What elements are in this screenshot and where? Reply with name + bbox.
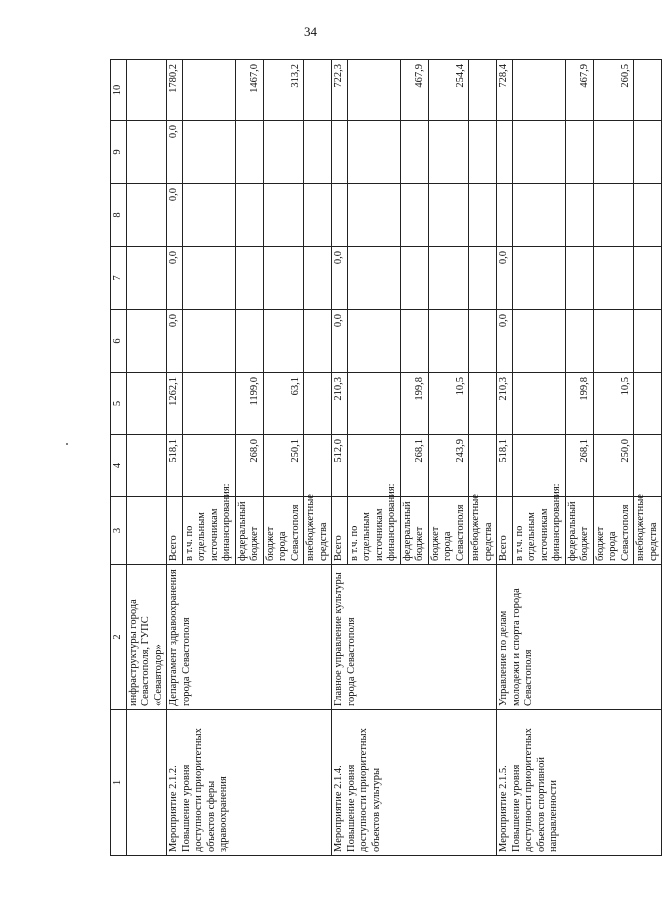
table-body: [126, 60, 662, 856]
funding-source-label: внебюджетные средства: [304, 497, 332, 565]
value-cell-c7: [512, 247, 565, 310]
value-cell-c4: 518,1: [497, 435, 513, 497]
value-cell-c5: 199,8: [400, 373, 428, 435]
value-cell-c7: [593, 247, 634, 310]
value-cell-c6: 0,0: [497, 310, 513, 373]
value-cell-c6: [565, 310, 593, 373]
carry-cell: [126, 310, 167, 373]
value-cell-c4: [634, 435, 662, 497]
value-cell-c7: [400, 247, 428, 310]
value-cell-c10: 728,4: [497, 60, 513, 121]
value-cell-c10: 254,4: [428, 60, 469, 121]
funding-source-label: Всего: [332, 497, 348, 565]
value-cell-c6: [304, 310, 332, 373]
value-cell-c6: [263, 310, 304, 373]
value-cell-c7: [428, 247, 469, 310]
value-cell-c8: [593, 184, 634, 247]
value-cell-c8: [304, 184, 332, 247]
value-cell-c9: [332, 121, 348, 184]
header-row: [111, 60, 127, 856]
carry-cell: [126, 497, 167, 565]
funding-source-label: Всего: [497, 497, 513, 565]
value-cell-c8: [182, 184, 235, 247]
value-cell-c10: [304, 60, 332, 121]
value-cell-c5: 199,8: [565, 373, 593, 435]
funding-source-label: внебюджетные средства: [469, 497, 497, 565]
header-cell: 9: [111, 121, 127, 184]
funding-source-label: бюджет города Севастополя: [428, 497, 469, 565]
value-cell-c4: 250,1: [263, 435, 304, 497]
header-cell: 1: [111, 710, 127, 856]
value-cell-c9: [565, 121, 593, 184]
value-cell-c6: [469, 310, 497, 373]
value-cell-c5: 210,3: [497, 373, 513, 435]
value-cell-c6: 0,0: [332, 310, 348, 373]
funding-source-label: Всего: [167, 497, 183, 565]
value-cell-c10: [634, 60, 662, 121]
header-cell: 4: [111, 435, 127, 497]
value-cell-c7: 0,0: [332, 247, 348, 310]
value-cell-c5: [512, 373, 565, 435]
header-cell: 2: [111, 565, 127, 710]
value-cell-c10: 260,5: [593, 60, 634, 121]
value-cell-c9: [347, 121, 400, 184]
value-cell-c5: [304, 373, 332, 435]
table-row: [497, 60, 513, 856]
funding-source-label: в т.ч. по отдельным источникам финансирования:: [512, 497, 565, 565]
value-cell-c7: [235, 247, 263, 310]
value-cell-c10: 467,9: [400, 60, 428, 121]
responsible-executor: Главное управление культуры города Севастополя: [332, 565, 497, 710]
value-cell-c5: [182, 373, 235, 435]
rotated-table-wrapper: [110, 60, 659, 856]
value-cell-c6: [235, 310, 263, 373]
value-cell-c10: [347, 60, 400, 121]
value-cell-c4: [469, 435, 497, 497]
header-cell: 3: [111, 497, 127, 565]
value-cell-c6: [347, 310, 400, 373]
value-cell-c7: [469, 247, 497, 310]
header-cell: 6: [111, 310, 127, 373]
value-cell-c9: [593, 121, 634, 184]
funding-source-label: федеральный бюджет: [565, 497, 593, 565]
funding-source-label: внебюджетные средства: [634, 497, 662, 565]
funding-source-label: федеральный бюджет: [235, 497, 263, 565]
value-cell-c10: 313,2: [263, 60, 304, 121]
value-cell-c5: [469, 373, 497, 435]
value-cell-c9: 0,0: [167, 121, 183, 184]
value-cell-c10: 722,3: [332, 60, 348, 121]
value-cell-c8: [428, 184, 469, 247]
measure-name: Мероприятие 2.1.2. Повышение уровня доступности приоритетных объектов сферы здравоохранения: [167, 710, 332, 856]
value-cell-c9: [263, 121, 304, 184]
funding-source-label: бюджет города Севастополя: [263, 497, 304, 565]
value-cell-c5: 1199,0: [235, 373, 263, 435]
funding-source-label: в т.ч. по отдельным источникам финансирования:: [347, 497, 400, 565]
value-cell-c7: [182, 247, 235, 310]
value-cell-c4: 243,9: [428, 435, 469, 497]
table-row: [332, 60, 348, 856]
header-cell: 8: [111, 184, 127, 247]
page-number: 34: [304, 24, 317, 39]
value-cell-c8: [497, 184, 513, 247]
value-cell-c10: [469, 60, 497, 121]
value-cell-c9: [235, 121, 263, 184]
value-cell-c8: [235, 184, 263, 247]
value-cell-c6: [182, 310, 235, 373]
value-cell-c7: [565, 247, 593, 310]
carry-cell: [126, 121, 167, 184]
value-cell-c4: 518,1: [167, 435, 183, 497]
carry-cell: [126, 373, 167, 435]
value-cell-c10: 467,9: [565, 60, 593, 121]
value-cell-c5: 63,1: [263, 373, 304, 435]
value-cell-c9: [428, 121, 469, 184]
value-cell-c9: [497, 121, 513, 184]
financing-table: [110, 59, 662, 856]
value-cell-c6: [634, 310, 662, 373]
value-cell-c5: [634, 373, 662, 435]
value-cell-c8: [512, 184, 565, 247]
value-cell-c7: [347, 247, 400, 310]
value-cell-c9: [634, 121, 662, 184]
value-cell-c6: [512, 310, 565, 373]
carry-cell: [126, 435, 167, 497]
carry-over-row: [126, 60, 167, 856]
value-cell-c6: 0,0: [167, 310, 183, 373]
header-cell: 7: [111, 247, 127, 310]
value-cell-c8: [263, 184, 304, 247]
value-cell-c4: 250,0: [593, 435, 634, 497]
value-cell-c6: [428, 310, 469, 373]
value-cell-c10: 1467,0: [235, 60, 263, 121]
value-cell-c8: 0,0: [167, 184, 183, 247]
value-cell-c9: [182, 121, 235, 184]
scan-speck: [66, 443, 68, 445]
carry-cell: [126, 60, 167, 121]
carry-cell: [126, 184, 167, 247]
value-cell-c4: [304, 435, 332, 497]
value-cell-c7: [304, 247, 332, 310]
value-cell-c7: 0,0: [497, 247, 513, 310]
value-cell-c8: [347, 184, 400, 247]
value-cell-c4: 268,1: [400, 435, 428, 497]
header-cell: 10: [111, 60, 127, 121]
value-cell-c7: [263, 247, 304, 310]
value-cell-c9: [304, 121, 332, 184]
measure-name: Мероприятие 2.1.4. Повышение уровня доступности приоритетных объектов культуры: [332, 710, 497, 856]
value-cell-c10: [182, 60, 235, 121]
carry-cell: [126, 247, 167, 310]
responsible-executor: Управление по делам молодежи и спорта города Севастополя: [497, 565, 662, 710]
responsible-executor: Департамент здравоохранения города Севастополя: [167, 565, 332, 710]
value-cell-c8: [400, 184, 428, 247]
value-cell-c6: [593, 310, 634, 373]
value-cell-c4: 268,0: [235, 435, 263, 497]
measure-name: Мероприятие 2.1.5. Повышение уровня доступности приоритетных объектов спортивной направленности: [497, 710, 662, 856]
carry-col2: инфраструктуры города Севастополя, ГУПС «Севавтодор»: [126, 565, 167, 710]
value-cell-c6: [400, 310, 428, 373]
value-cell-c4: 512,0: [332, 435, 348, 497]
funding-source-label: в т.ч. по отдельным источникам финансирования:: [182, 497, 235, 565]
header-cell: 5: [111, 373, 127, 435]
value-cell-c5: 210,3: [332, 373, 348, 435]
value-cell-c8: [634, 184, 662, 247]
value-cell-c5: 1262,1: [167, 373, 183, 435]
carry-col1: [126, 710, 167, 856]
value-cell-c8: [332, 184, 348, 247]
value-cell-c9: [469, 121, 497, 184]
table-row: [167, 60, 183, 856]
value-cell-c9: [512, 121, 565, 184]
value-cell-c8: [469, 184, 497, 247]
funding-source-label: бюджет города Севастополя: [593, 497, 634, 565]
value-cell-c5: [347, 373, 400, 435]
value-cell-c10: [512, 60, 565, 121]
value-cell-c4: 268,1: [565, 435, 593, 497]
value-cell-c5: 10,5: [593, 373, 634, 435]
value-cell-c10: 1780,2: [167, 60, 183, 121]
funding-source-label: федеральный бюджет: [400, 497, 428, 565]
value-cell-c9: [400, 121, 428, 184]
value-cell-c7: [634, 247, 662, 310]
value-cell-c5: 10,5: [428, 373, 469, 435]
value-cell-c7: 0,0: [167, 247, 183, 310]
value-cell-c8: [565, 184, 593, 247]
